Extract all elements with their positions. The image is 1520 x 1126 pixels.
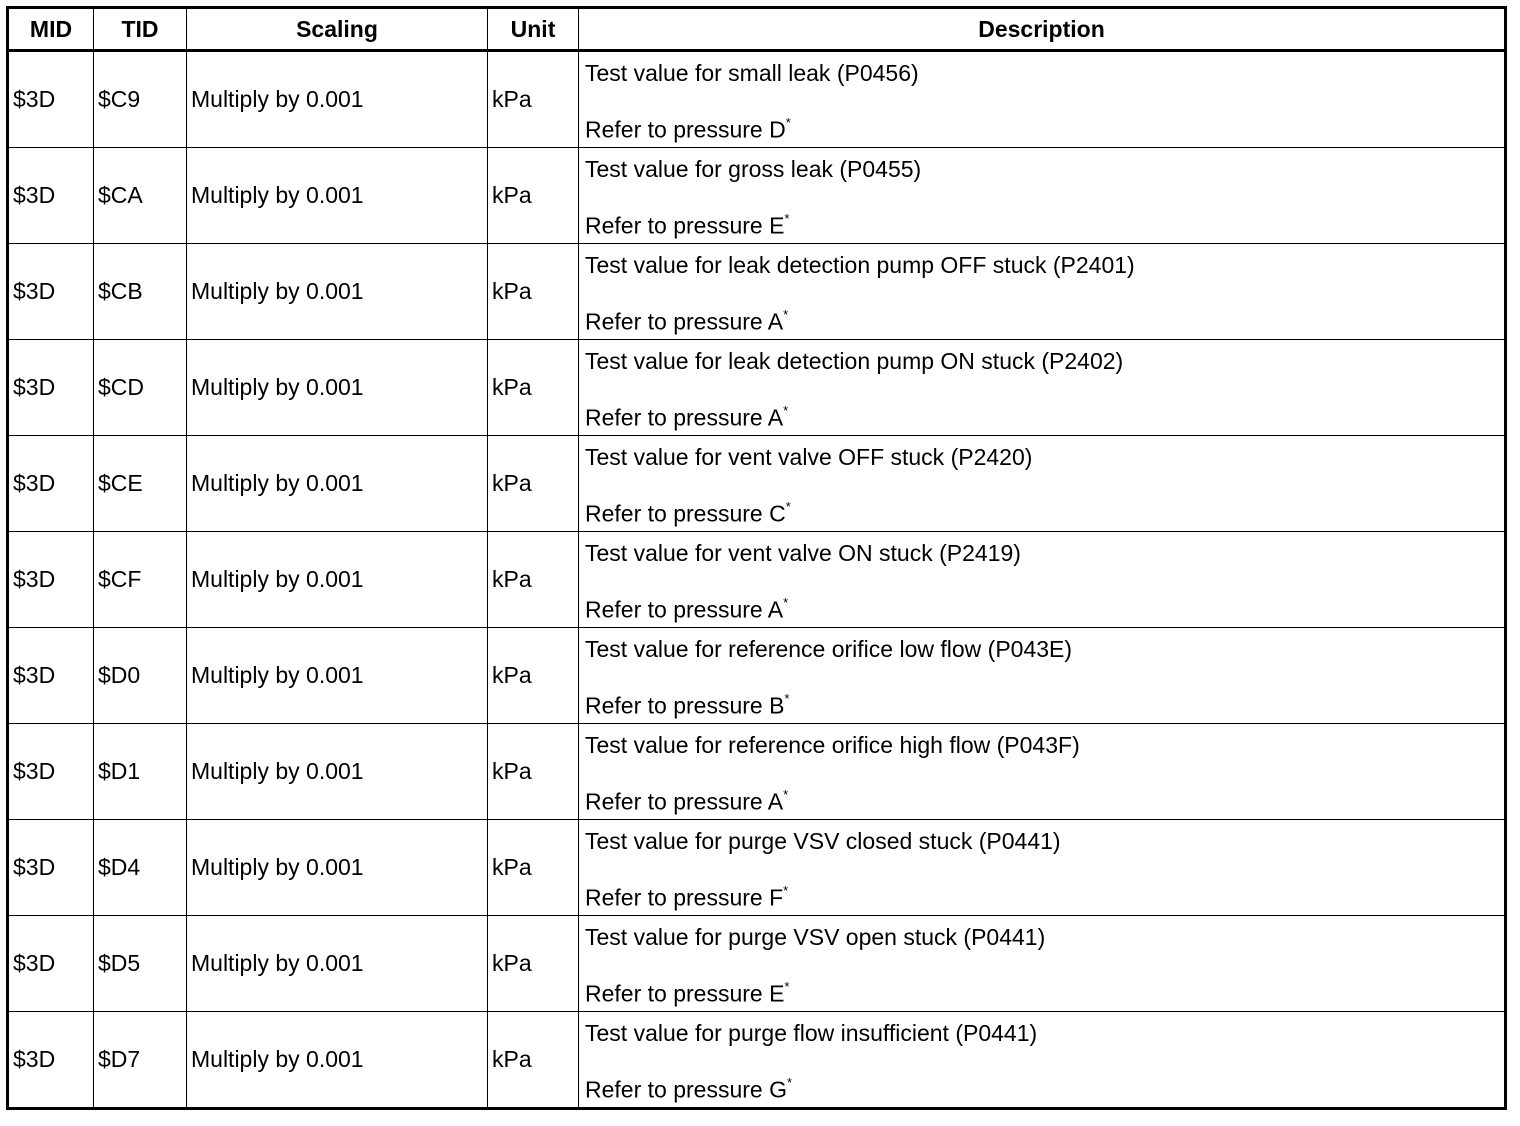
pressure-ref-text: Refer to pressure B xyxy=(585,692,785,719)
cell-unit: kPa xyxy=(488,244,579,340)
cell-tid: $CE xyxy=(94,436,187,532)
cell-mid: $3D xyxy=(8,916,94,1012)
cell-mid: $3D xyxy=(8,148,94,244)
cell-unit: kPa xyxy=(488,532,579,628)
cell-description xyxy=(579,628,1506,724)
cell-description xyxy=(579,340,1506,436)
pressure-ref-text: Refer to pressure E xyxy=(585,980,785,1007)
cell-tid: $CD xyxy=(94,340,187,436)
description-test-value: Test value for purge flow insufficient (P0441) xyxy=(585,1020,1038,1046)
cell-mid: $3D xyxy=(8,436,94,532)
description-test-value: Test value for leak detection pump ON stuck (P2402) xyxy=(585,348,1124,374)
footnote-marker: * xyxy=(783,883,789,898)
description-test-value: Test value for purge VSV closed stuck (P0441) xyxy=(585,828,1061,854)
table-row xyxy=(8,340,1506,436)
cell-scaling: Multiply by 0.001 xyxy=(187,340,488,436)
cell-mid: $3D xyxy=(8,628,94,724)
cell-description xyxy=(579,820,1506,916)
cell-tid: $D1 xyxy=(94,724,187,820)
header-unit: Unit xyxy=(488,8,579,51)
description-pressure-ref xyxy=(585,112,1504,143)
description-pressure-ref xyxy=(585,208,1504,239)
footnote-marker: * xyxy=(784,979,790,994)
cell-unit: kPa xyxy=(488,436,579,532)
table-row xyxy=(8,436,1506,532)
description-pressure-ref xyxy=(585,400,1504,431)
cell-unit: kPa xyxy=(488,148,579,244)
footnote-marker: * xyxy=(784,211,790,226)
table-row xyxy=(8,820,1506,916)
description-pressure-ref xyxy=(585,1072,1504,1103)
pressure-ref-text: Refer to pressure E xyxy=(585,212,785,239)
cell-mid: $3D xyxy=(8,820,94,916)
description-pressure-ref xyxy=(585,688,1504,719)
test-value-table xyxy=(6,6,1507,1110)
table-row xyxy=(8,1012,1506,1109)
header-description: Description xyxy=(579,8,1506,51)
cell-unit: kPa xyxy=(488,51,579,148)
cell-tid: $CA xyxy=(94,148,187,244)
cell-tid: $D5 xyxy=(94,916,187,1012)
footnote-marker: * xyxy=(783,595,789,610)
header-scaling: Scaling xyxy=(187,8,488,51)
cell-mid: $3D xyxy=(8,1012,94,1109)
description-pressure-ref xyxy=(585,304,1504,335)
footnote-marker: * xyxy=(783,307,789,322)
header-tid: TID xyxy=(94,8,187,51)
cell-unit: kPa xyxy=(488,916,579,1012)
cell-tid: $D0 xyxy=(94,628,187,724)
cell-scaling: Multiply by 0.001 xyxy=(187,244,488,340)
description-test-value: Test value for purge VSV open stuck (P0441) xyxy=(585,924,1046,950)
cell-description xyxy=(579,436,1506,532)
cell-unit: kPa xyxy=(488,820,579,916)
cell-mid: $3D xyxy=(8,244,94,340)
description-test-value: Test value for small leak (P0456) xyxy=(585,60,919,86)
header-mid: MID xyxy=(8,8,94,51)
table-row xyxy=(8,51,1506,148)
pressure-ref-text: Refer to pressure D xyxy=(585,116,786,143)
table-row xyxy=(8,916,1506,1012)
description-test-value: Test value for gross leak (P0455) xyxy=(585,156,922,182)
cell-scaling: Multiply by 0.001 xyxy=(187,916,488,1012)
cell-tid: $D4 xyxy=(94,820,187,916)
cell-scaling: Multiply by 0.001 xyxy=(187,628,488,724)
description-test-value: Test value for reference orifice low flow (P043E) xyxy=(585,636,1073,662)
cell-description xyxy=(579,148,1506,244)
description-pressure-ref xyxy=(585,784,1504,815)
cell-mid: $3D xyxy=(8,51,94,148)
cell-description xyxy=(579,51,1506,148)
cell-description xyxy=(579,1012,1506,1109)
description-test-value: Test value for leak detection pump OFF stuck (P2401) xyxy=(585,252,1135,278)
cell-scaling: Multiply by 0.001 xyxy=(187,1012,488,1109)
description-test-value: Test value for vent valve ON stuck (P2419) xyxy=(585,540,1021,566)
pressure-ref-text: Refer to pressure A xyxy=(585,404,784,431)
pressure-ref-text: Refer to pressure C xyxy=(585,500,786,527)
cell-unit: kPa xyxy=(488,724,579,820)
cell-scaling: Multiply by 0.001 xyxy=(187,148,488,244)
cell-description xyxy=(579,724,1506,820)
table-row xyxy=(8,244,1506,340)
table-row xyxy=(8,148,1506,244)
description-test-value: Test value for reference orifice high flow (P043F) xyxy=(585,732,1080,758)
cell-scaling: Multiply by 0.001 xyxy=(187,820,488,916)
description-test-value: Test value for vent valve OFF stuck (P2420) xyxy=(585,444,1033,470)
description-pressure-ref xyxy=(585,592,1504,623)
cell-tid: $CF xyxy=(94,532,187,628)
cell-mid: $3D xyxy=(8,340,94,436)
cell-description xyxy=(579,244,1506,340)
table-row xyxy=(8,628,1506,724)
cell-unit: kPa xyxy=(488,340,579,436)
pressure-ref-text: Refer to pressure A xyxy=(585,308,784,335)
footnote-marker: * xyxy=(783,787,789,802)
table-row xyxy=(8,532,1506,628)
cell-tid: $CB xyxy=(94,244,187,340)
footnote-marker: * xyxy=(785,115,791,130)
footnote-marker: * xyxy=(784,691,790,706)
cell-mid: $3D xyxy=(8,532,94,628)
cell-scaling: Multiply by 0.001 xyxy=(187,724,488,820)
pressure-ref-text: Refer to pressure A xyxy=(585,596,784,623)
cell-unit: kPa xyxy=(488,1012,579,1109)
cell-scaling: Multiply by 0.001 xyxy=(187,51,488,148)
description-pressure-ref xyxy=(585,496,1504,527)
footnote-marker: * xyxy=(786,1075,793,1090)
cell-mid: $3D xyxy=(8,724,94,820)
cell-description xyxy=(579,532,1506,628)
pressure-ref-text: Refer to pressure G xyxy=(585,1076,787,1103)
description-pressure-ref xyxy=(585,976,1504,1007)
table-row xyxy=(8,724,1506,820)
pressure-ref-text: Refer to pressure F xyxy=(585,884,784,911)
cell-tid: $C9 xyxy=(94,51,187,148)
pressure-ref-text: Refer to pressure A xyxy=(585,788,784,815)
description-pressure-ref xyxy=(585,880,1504,911)
cell-scaling: Multiply by 0.001 xyxy=(187,532,488,628)
cell-unit: kPa xyxy=(488,628,579,724)
cell-scaling: Multiply by 0.001 xyxy=(187,436,488,532)
cell-description xyxy=(579,916,1506,1012)
header-row xyxy=(8,8,1506,51)
footnote-marker: * xyxy=(783,403,789,418)
cell-tid: $D7 xyxy=(94,1012,187,1109)
footnote-marker: * xyxy=(785,499,791,514)
